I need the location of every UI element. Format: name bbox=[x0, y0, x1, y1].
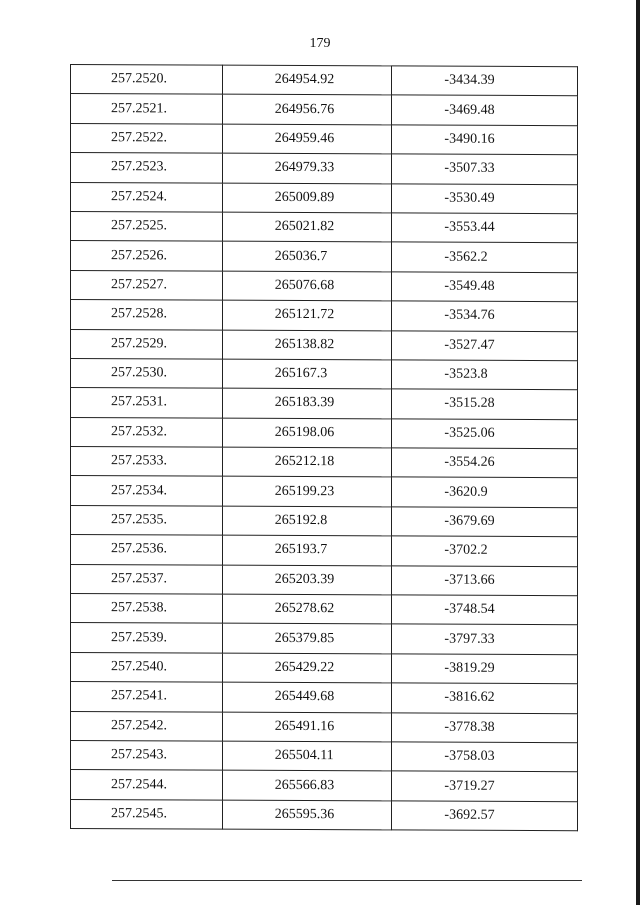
table-row bbox=[71, 652, 578, 684]
point-number-cell: 257.2521. bbox=[71, 94, 223, 124]
y-coordinate-cell: -3523.8 bbox=[392, 360, 578, 390]
y-coordinate-cell: -3713.66 bbox=[392, 566, 578, 596]
point-number-cell: 257.2537. bbox=[71, 564, 223, 594]
y-coordinate-cell: -3530.49 bbox=[392, 183, 578, 213]
y-coordinate-cell: -3469.48 bbox=[392, 95, 578, 125]
point-number-cell: 257.2527. bbox=[71, 270, 223, 300]
point-number-cell: 257.2545. bbox=[71, 799, 223, 829]
table-row bbox=[71, 388, 578, 420]
point-number-cell: 257.2523. bbox=[71, 153, 223, 183]
bottom-rule bbox=[112, 880, 582, 881]
y-coordinate-cell: -3553.44 bbox=[392, 213, 578, 243]
x-coordinate-cell: 265595.36 bbox=[222, 800, 392, 830]
point-number-cell: 257.2524. bbox=[71, 182, 223, 212]
page-number: 179 bbox=[309, 36, 331, 51]
point-number-cell: 257.2536. bbox=[71, 535, 223, 565]
table-row bbox=[71, 94, 578, 126]
table-row bbox=[71, 153, 578, 185]
table-row bbox=[71, 300, 578, 332]
point-number-cell: 257.2525. bbox=[71, 211, 223, 241]
y-coordinate-cell: -3534.76 bbox=[392, 301, 578, 331]
y-coordinate-cell: -3562.2 bbox=[392, 242, 578, 272]
point-number-cell: 257.2540. bbox=[71, 652, 223, 682]
y-coordinate-cell: -3679.69 bbox=[392, 507, 578, 537]
coordinates-table-body bbox=[71, 65, 578, 831]
table-row bbox=[71, 564, 578, 596]
x-coordinate-cell: 265192.8 bbox=[222, 506, 392, 536]
y-coordinate-cell: -3525.06 bbox=[392, 419, 578, 449]
point-number-cell: 257.2543. bbox=[71, 740, 223, 770]
y-coordinate-cell: -3702.2 bbox=[392, 536, 578, 566]
x-coordinate-cell: 265212.18 bbox=[222, 447, 392, 477]
y-coordinate-cell: -3515.28 bbox=[392, 389, 578, 419]
y-coordinate-cell: -3819.29 bbox=[392, 654, 578, 684]
table-row bbox=[71, 770, 578, 802]
point-number-cell: 257.2520. bbox=[71, 65, 223, 95]
table-row bbox=[71, 65, 578, 97]
x-coordinate-cell: 265036.7 bbox=[222, 242, 392, 272]
point-number-cell: 257.2542. bbox=[71, 711, 223, 741]
table-row bbox=[71, 799, 578, 831]
table-row bbox=[71, 535, 578, 567]
x-coordinate-cell: 265203.39 bbox=[222, 565, 392, 595]
y-coordinate-cell: -3527.47 bbox=[392, 330, 578, 360]
table-row bbox=[71, 123, 578, 155]
y-coordinate-cell: -3507.33 bbox=[392, 154, 578, 184]
table-row bbox=[71, 505, 578, 537]
point-number-cell: 257.2529. bbox=[71, 329, 223, 359]
x-coordinate-cell: 265198.06 bbox=[222, 418, 392, 448]
y-coordinate-cell: -3549.48 bbox=[392, 272, 578, 302]
x-coordinate-cell: 265504.11 bbox=[222, 741, 392, 771]
x-coordinate-cell: 264954.92 bbox=[222, 65, 392, 95]
table-row bbox=[71, 358, 578, 390]
table-row bbox=[71, 329, 578, 361]
x-coordinate-cell: 264979.33 bbox=[222, 153, 392, 183]
table-row bbox=[71, 594, 578, 626]
table-row bbox=[71, 682, 578, 714]
table-row bbox=[71, 447, 578, 479]
point-number-cell: 257.2530. bbox=[71, 358, 223, 388]
y-coordinate-cell: -3816.62 bbox=[392, 683, 578, 713]
x-coordinate-cell: 265199.23 bbox=[222, 477, 392, 507]
x-coordinate-cell: 265076.68 bbox=[222, 271, 392, 301]
x-coordinate-cell: 265193.7 bbox=[222, 535, 392, 565]
table-row bbox=[71, 623, 578, 655]
table-row bbox=[71, 711, 578, 743]
y-coordinate-cell: -3434.39 bbox=[392, 66, 578, 96]
x-coordinate-cell: 265379.85 bbox=[222, 624, 392, 654]
x-coordinate-cell: 265429.22 bbox=[222, 653, 392, 683]
x-coordinate-cell: 265491.16 bbox=[222, 712, 392, 742]
scan-edge bbox=[636, 0, 640, 905]
point-number-cell: 257.2532. bbox=[71, 417, 223, 447]
x-coordinate-cell: 265021.82 bbox=[222, 212, 392, 242]
y-coordinate-cell: -3620.9 bbox=[392, 477, 578, 507]
point-number-cell: 257.2538. bbox=[71, 594, 223, 624]
x-coordinate-cell: 264956.76 bbox=[222, 95, 392, 125]
table-row bbox=[71, 476, 578, 508]
y-coordinate-cell: -3797.33 bbox=[392, 624, 578, 654]
x-coordinate-cell: 265566.83 bbox=[222, 771, 392, 801]
y-coordinate-cell: -3719.27 bbox=[392, 771, 578, 801]
x-coordinate-cell: 265278.62 bbox=[222, 594, 392, 624]
point-number-cell: 257.2531. bbox=[71, 388, 223, 418]
y-coordinate-cell: -3778.38 bbox=[392, 712, 578, 742]
point-number-cell: 257.2526. bbox=[71, 241, 223, 271]
point-number-cell: 257.2539. bbox=[71, 623, 223, 653]
coordinates-table bbox=[70, 64, 578, 831]
x-coordinate-cell: 265138.82 bbox=[222, 330, 392, 360]
point-number-cell: 257.2528. bbox=[71, 300, 223, 330]
point-number-cell: 257.2541. bbox=[71, 682, 223, 712]
point-number-cell: 257.2544. bbox=[71, 770, 223, 800]
x-coordinate-cell: 264959.46 bbox=[222, 124, 392, 154]
y-coordinate-cell: -3748.54 bbox=[392, 595, 578, 625]
table-row bbox=[71, 211, 578, 243]
table-row bbox=[71, 417, 578, 449]
x-coordinate-cell: 265449.68 bbox=[222, 682, 392, 712]
x-coordinate-cell: 265009.89 bbox=[222, 183, 392, 213]
point-number-cell: 257.2522. bbox=[71, 123, 223, 153]
table-row bbox=[71, 241, 578, 273]
y-coordinate-cell: -3692.57 bbox=[392, 801, 578, 831]
table-row bbox=[71, 740, 578, 772]
x-coordinate-cell: 265167.3 bbox=[222, 359, 392, 389]
y-coordinate-cell: -3554.26 bbox=[392, 448, 578, 478]
point-number-cell: 257.2533. bbox=[71, 447, 223, 477]
table-row bbox=[71, 182, 578, 214]
x-coordinate-cell: 265121.72 bbox=[222, 300, 392, 330]
y-coordinate-cell: -3490.16 bbox=[392, 125, 578, 155]
point-number-cell: 257.2534. bbox=[71, 476, 223, 506]
y-coordinate-cell: -3758.03 bbox=[392, 742, 578, 772]
point-number-cell: 257.2535. bbox=[71, 505, 223, 535]
table-row bbox=[71, 270, 578, 302]
x-coordinate-cell: 265183.39 bbox=[222, 388, 392, 418]
